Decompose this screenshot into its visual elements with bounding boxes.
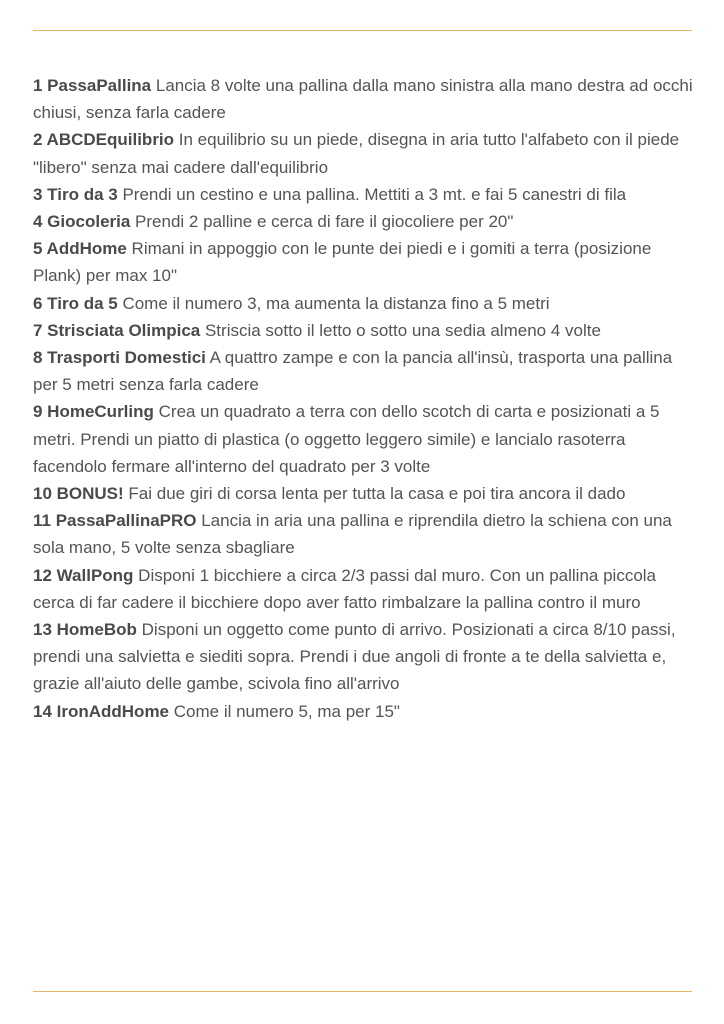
item-title: 6 Tiro da 5 <box>33 293 118 313</box>
list-item <box>33 235 693 289</box>
item-text: Striscia sotto il letto o sotto una sedia almeno 4 volte <box>200 320 601 340</box>
list-item <box>33 181 693 208</box>
item-title: 8 Trasporti Domestici <box>33 348 206 368</box>
top-divider <box>33 30 692 31</box>
list-item <box>33 507 693 561</box>
exercise-list <box>33 72 693 725</box>
item-title: 12 WallPong <box>33 565 134 585</box>
item-text: Lancia in aria una pallina e riprendila dietro la schiena con una sola mano, 5 volte senza sbagliare <box>33 511 672 558</box>
item-text: Crea un quadrato a terra con dello scotch di carta e posizionati a 5 metri. Prendi un piatto di plastica (o oggetto leggero simile) e lancialo rasoterra facendolo fermare all'interno del quadrato per 3 volte <box>33 402 660 476</box>
list-item <box>33 480 693 507</box>
item-title: 3 Tiro da 3 <box>33 184 118 204</box>
item-text: Disponi 1 bicchiere a circa 2/3 passi dal muro. Con un pallina piccola cerca di far cadere il bicchiere dopo aver fatto rimbalzare la pallina contro il muro <box>33 565 657 612</box>
item-title: 1 PassaPallina <box>33 76 152 95</box>
item-title: 4 Giocoleria <box>33 212 131 232</box>
list-item <box>33 562 693 616</box>
list-item <box>33 698 693 725</box>
item-text: Come il numero 5, ma per 15" <box>169 701 400 721</box>
item-text: Fai due giri di corsa lenta per tutta la casa e poi tira ancora il dado <box>123 484 626 504</box>
list-item <box>33 126 693 180</box>
item-text: Rimani in appoggio con le punte dei piedi e i gomiti a terra (posizione Plank) per max 10" <box>33 239 652 286</box>
item-text: Disponi un oggetto come punto di arrivo. Posizionati a circa 8/10 passi, prendi una salvietta e siediti sopra. Prendi i due angoli di fronte a te della salvietta e, grazie all'aiuto delle gambe, scivola fino all'arrivo <box>33 620 676 694</box>
bottom-divider <box>33 991 692 992</box>
list-item <box>33 290 693 317</box>
item-title: 7 Strisciata Olimpica <box>33 320 201 340</box>
item-text: Prendi un cestino e una pallina. Mettiti a 3 mt. e fai 5 canestri di fila <box>117 184 627 204</box>
list-item <box>33 317 693 344</box>
item-title: 5 AddHome <box>33 239 127 259</box>
item-title: 9 HomeCurling <box>33 402 154 422</box>
item-title: 11 PassaPallinaPRO <box>33 511 197 531</box>
item-text: In equilibrio su un piede, disegna in aria tutto l'alfabeto con il piede "libero" senza mai cadere dall'equilibrio <box>33 130 680 177</box>
item-text: A quattro zampe e con la pancia all'insù, trasporta una pallina per 5 metri senza farla cadere <box>33 348 673 395</box>
item-text: Prendi 2 palline e cerca di fare il giocoliere per 20" <box>130 212 514 232</box>
list-item <box>33 344 693 398</box>
list-item <box>33 616 693 698</box>
item-title: 13 HomeBob <box>33 620 137 640</box>
list-item <box>33 208 693 235</box>
item-title: 10 BONUS! <box>33 484 124 504</box>
list-item <box>33 398 693 480</box>
item-text: Come il numero 3, ma aumenta la distanza fino a 5 metri <box>117 293 550 313</box>
item-title: 2 ABCDEquilibrio <box>33 130 175 150</box>
item-text: Lancia 8 volte una pallina dalla mano sinistra alla mano destra ad occhi chiusi, senza farla cadere <box>33 76 693 123</box>
list-item <box>33 72 693 126</box>
item-title: 14 IronAddHome <box>33 701 170 721</box>
